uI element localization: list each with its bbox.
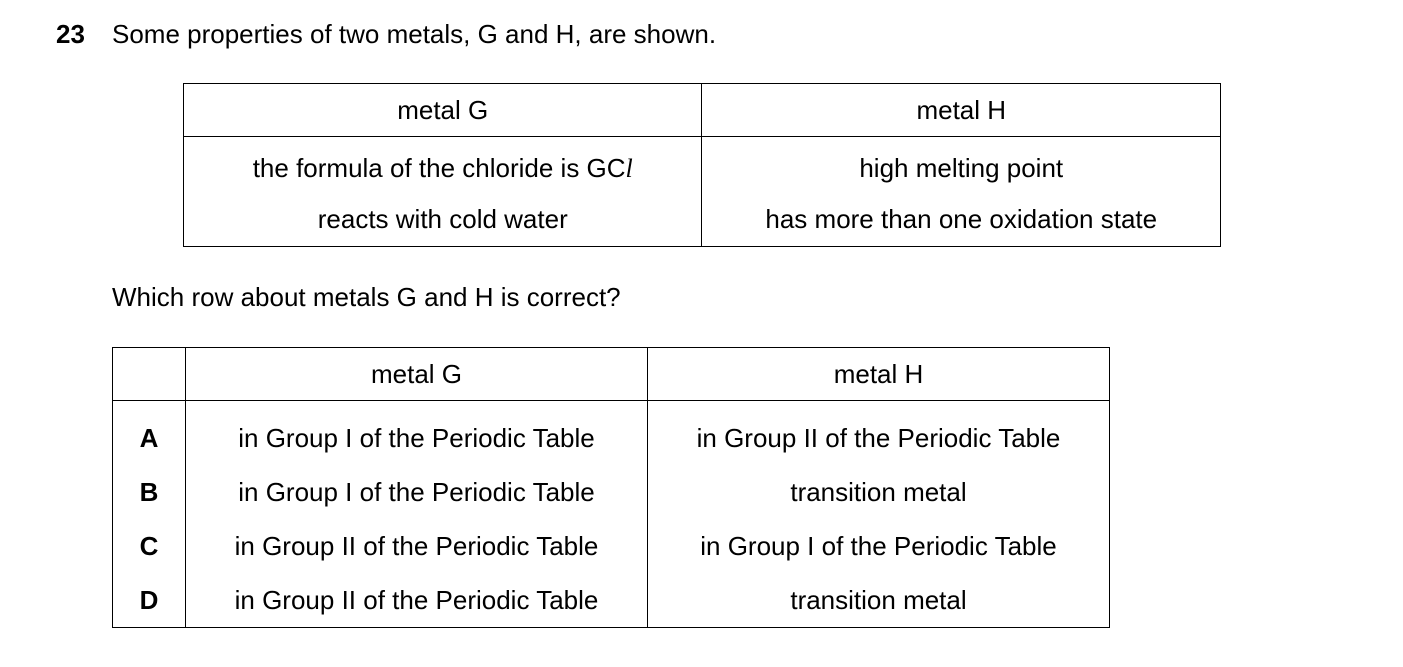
metal-g-property-1-text: the formula of the chloride is GC — [252, 152, 626, 183]
metal-g-property-1 — [184, 153, 701, 184]
option-metal-h: in Group I of the Periodic Table — [648, 519, 1110, 573]
properties-header-row — [184, 84, 1221, 137]
options-table — [112, 347, 1110, 628]
chlorine-symbol-l: l — [625, 153, 633, 183]
option-letter: B — [113, 465, 186, 519]
option-row-c[interactable] — [113, 519, 1110, 573]
option-metal-g: in Group II of the Periodic Table — [186, 519, 648, 573]
options-header-blank — [113, 348, 186, 401]
option-metal-h: transition metal — [648, 465, 1110, 519]
properties-body-row — [184, 137, 1221, 247]
option-letter: D — [113, 573, 186, 628]
option-metal-g: in Group I of the Periodic Table — [186, 401, 648, 466]
option-metal-g: in Group I of the Periodic Table — [186, 465, 648, 519]
metal-h-property-2: has more than one oxidation state — [765, 203, 1158, 234]
option-metal-h: transition metal — [648, 573, 1110, 628]
properties-header-metal-g: metal G — [184, 84, 702, 137]
question-prompt: Which row about metals G and H is correct? — [112, 282, 621, 312]
options-header-metal-h: metal H — [648, 348, 1110, 401]
option-metal-g: in Group II of the Periodic Table — [186, 573, 648, 628]
option-row-a[interactable] — [113, 401, 1110, 466]
option-metal-h: in Group II of the Periodic Table — [648, 401, 1110, 466]
options-header-metal-g: metal G — [186, 348, 648, 401]
properties-metal-g-cell — [184, 137, 702, 247]
options-header-row — [113, 348, 1110, 401]
metal-h-property-1: high melting point — [859, 152, 1064, 183]
question-number: 23 — [56, 19, 85, 49]
properties-table — [183, 83, 1221, 247]
option-row-b[interactable] — [113, 465, 1110, 519]
properties-metal-h-cell — [702, 137, 1221, 247]
option-letter: C — [113, 519, 186, 573]
question-stem: Some properties of two metals, G and H, are shown. — [112, 19, 717, 49]
metal-g-property-2: reacts with cold water — [317, 203, 568, 234]
option-letter: A — [113, 401, 186, 466]
properties-header-metal-h: metal H — [702, 84, 1221, 137]
option-row-d[interactable] — [113, 573, 1110, 628]
